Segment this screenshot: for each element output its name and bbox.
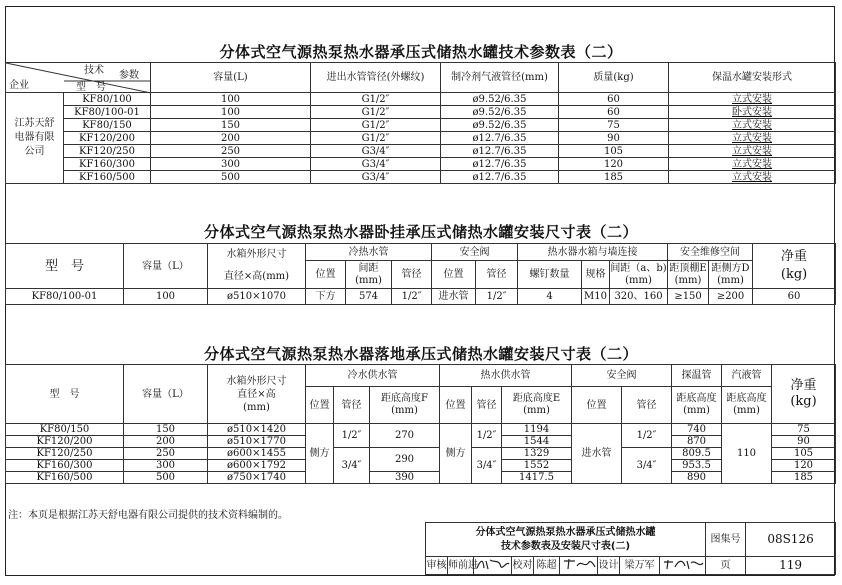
design-label: 设计: [598, 557, 620, 575]
t3-model: KF160/500: [6, 472, 124, 484]
model-cell: KF120/250: [64, 145, 151, 158]
t2-header-safety-valve: 安全阀: [432, 244, 518, 261]
t3-header-cold-supply: 冷水供水管: [306, 365, 440, 387]
t2-spacing: 574: [346, 289, 392, 305]
install-cell: 卧式安装: [669, 106, 836, 119]
t2-header-dimensions: 水箱外形尺寸 直径×高(mm): [208, 244, 306, 289]
t3-sub-vapor-height: 距底高度 (mm): [722, 387, 772, 424]
t3-weight: 75: [772, 424, 836, 436]
model-cell: KF80/100-01: [64, 106, 151, 119]
t2-header-maintenance: 安全维修空间: [668, 244, 753, 261]
model-cell: KF80/150: [64, 119, 151, 132]
t2-dimensions: ø510×1070: [208, 289, 306, 305]
model-cell: KF120/200: [64, 132, 151, 145]
header-param: 参数: [119, 70, 139, 81]
t2-valve-pipe: 1/2″: [476, 289, 518, 305]
t3-hot-pipe-half: 1/2″: [472, 424, 502, 448]
t2-model: KF80/100-01: [6, 289, 124, 305]
install-cell: 立式安装: [669, 119, 836, 132]
pipe-cell: G1/2″: [311, 106, 441, 119]
t3-cold-height-290: 290: [370, 448, 440, 472]
t3-header-safety-valve: 安全阀: [572, 365, 672, 387]
t2-bolts: 4: [518, 289, 582, 305]
t3-sub-cold-pos: 位置: [306, 387, 334, 424]
model-cell: KF80/100: [64, 93, 151, 106]
mass-cell: 60: [559, 106, 669, 119]
install-cell: 立式安装: [669, 93, 836, 106]
page-label: 页: [706, 557, 746, 575]
t3-model: KF160/300: [6, 460, 124, 472]
title-block: [425, 522, 836, 575]
t3-hot-position: 侧方: [440, 424, 472, 484]
table-row: [6, 158, 836, 171]
page-number: 119: [746, 557, 836, 575]
col-mass: 质量(kg): [559, 63, 669, 93]
install-cell: 立式安装: [669, 158, 836, 171]
capacity-cell: 300: [151, 158, 311, 171]
t3-model: KF120/200: [6, 436, 124, 448]
t3-sub-probe-height: 距底高度 (mm): [672, 387, 722, 424]
wall-mount-install-table: [5, 243, 836, 305]
refrigerant-cell: ø12.7/6.35: [441, 145, 559, 158]
t3-cold-position: 侧方: [306, 424, 334, 484]
t3-sub-hot-height: 距底高度E (mm): [502, 387, 572, 424]
pipe-cell: G1/2″: [311, 93, 441, 106]
col-pipe-size: 进出水管管径(外螺纹): [311, 63, 441, 93]
t3-hot-height: 1194: [502, 424, 572, 436]
capacity-cell: 250: [151, 145, 311, 158]
table3-title: 分体式空气源热泵热水器落地承压式储热水罐安装尺寸表（二）: [203, 345, 638, 363]
install-cell: 立式安装: [669, 171, 836, 184]
col-capacity: 容量(L): [151, 63, 311, 93]
t3-weight: 120: [772, 460, 836, 472]
review-label: 审核: [426, 557, 448, 575]
t3-probe-height: 953.5: [672, 460, 722, 472]
t3-dimensions: ø750×1740: [208, 472, 306, 484]
t3-probe-height: 890: [672, 472, 722, 484]
t2-ab: 320、160: [610, 289, 668, 305]
t3-weight: 185: [772, 472, 836, 484]
refrigerant-cell: ø9.52/6.35: [441, 93, 559, 106]
refrigerant-cell: ø9.52/6.35: [441, 106, 559, 119]
refrigerant-cell: ø9.52/6.35: [441, 119, 559, 132]
footnote: 注：本页是根据江苏天舒电器有限公司提供的技术资料编制的。: [8, 510, 288, 521]
t3-cold-height-270: 270: [370, 424, 440, 448]
t2-header-model: 型 号: [6, 244, 124, 289]
t2-capacity: 100: [124, 289, 208, 305]
t3-hot-height: 1417.5: [502, 472, 572, 484]
mass-cell: 105: [559, 145, 669, 158]
t3-probe-height: 870: [672, 436, 722, 448]
reviewer-name: 师前进: [448, 557, 474, 575]
t2-top: ≥150: [668, 289, 709, 305]
designer-signature: [660, 557, 706, 575]
t3-capacity: 200: [124, 436, 208, 448]
model-cell: KF160/500: [64, 171, 151, 184]
t3-model: KF120/250: [6, 448, 124, 460]
mass-cell: 60: [559, 93, 669, 106]
t3-capacity: 150: [124, 424, 208, 436]
refrigerant-cell: ø12.7/6.35: [441, 158, 559, 171]
install-cell: 立式安装: [669, 132, 836, 145]
header-company: 企业: [9, 80, 29, 91]
table-row: [6, 472, 836, 484]
t3-sub-valve-pipe: 管径: [622, 387, 672, 424]
pipe-cell: G3/4″: [311, 158, 441, 171]
t3-probe-height: 809.5: [672, 448, 722, 460]
t3-dimensions: ø510×1770: [208, 436, 306, 448]
t3-header-weight: 净重 (kg): [772, 365, 836, 424]
t3-header-capacity: 容量（L）: [124, 365, 208, 424]
t3-valve-pipe-threeq: 3/4″: [622, 448, 672, 484]
header-tech: 技术: [84, 65, 104, 76]
checker-name: 陈超: [534, 557, 560, 575]
check-label: 校对: [512, 557, 534, 575]
table-row: [6, 119, 836, 132]
designer-name: 梁万军: [620, 557, 660, 575]
atlas-label: 图集号: [706, 523, 746, 557]
atlas-number: 08S126: [746, 523, 836, 557]
t2-spec: M10: [582, 289, 610, 305]
mass-cell: 120: [559, 158, 669, 171]
capacity-cell: 100: [151, 93, 311, 106]
t3-capacity: 250: [124, 448, 208, 460]
t3-hot-pipe-threeq: 3/4″: [472, 448, 502, 484]
t3-sub-cold-pipe: 管径: [334, 387, 370, 424]
t3-cold-pipe-half: 1/2″: [334, 424, 370, 448]
t2-sub-ab: 间距（a、b) (mm): [610, 261, 668, 289]
refrigerant-cell: ø12.7/6.35: [441, 171, 559, 184]
table-row: [6, 448, 836, 460]
t3-sub-valve-pos: 位置: [572, 387, 622, 424]
checker-signature: [560, 557, 598, 575]
t2-sub-spacing: 间距 (mm): [346, 261, 392, 289]
t3-dimensions: ø600×1455: [208, 448, 306, 460]
t3-cold-height-390: 390: [370, 472, 440, 484]
pipe-cell: G1/2″: [311, 119, 441, 132]
t3-hot-height: 1552: [502, 460, 572, 472]
t2-sub-position2: 位置: [432, 261, 476, 289]
t2-sub-bolts: 螺钉数量: [518, 261, 582, 289]
t2-header-weight: 净重 (kg): [753, 244, 836, 289]
refrigerant-cell: ø12.7/6.35: [441, 132, 559, 145]
t3-vapor-height: 110: [722, 424, 772, 484]
t3-sub-hot-pos: 位置: [440, 387, 472, 424]
t3-header-vapor-pipe: 汽液管: [722, 365, 772, 387]
t2-sub-spec: 规格: [582, 261, 610, 289]
col-install-type: 保温水罐安装形式: [669, 63, 836, 93]
t3-header-temp-probe: 探温管: [672, 365, 722, 387]
col-refrigerant-pipe: 制冷剂气液管径(mm): [441, 63, 559, 93]
t2-sub-position: 位置: [306, 261, 346, 289]
t2-sub-pipe2: 管径: [476, 261, 518, 289]
model-cell: KF160/300: [64, 158, 151, 171]
t3-valve-pipe-half: 1/2″: [622, 424, 672, 448]
title-block-title: 分体式空气源热泵热水器承压式储热水罐 技术参数表及安装尺寸表(二): [426, 523, 706, 557]
t3-cold-pipe-threeq: 3/4″: [334, 448, 370, 484]
table2-title: 分体式空气源热泵热水器卧挂承压式储热水罐安装尺寸表（二）: [203, 223, 638, 241]
t2-sub-side: 距侧方D (mm): [709, 261, 753, 289]
pipe-cell: G3/4″: [311, 145, 441, 158]
t2-pipe: 1/2″: [392, 289, 432, 305]
t3-header-model: 型 号: [6, 365, 124, 424]
reviewer-signature: [474, 557, 512, 575]
t2-side: ≥200: [709, 289, 753, 305]
diagonal-header-cell: [6, 63, 151, 93]
t2-sub-pipe: 管径: [392, 261, 432, 289]
t2-sub-top: 距顶棚E (mm): [668, 261, 709, 289]
table-row: [6, 424, 836, 436]
t2-header-capacity: 容量（L）: [124, 244, 208, 289]
header-model: 型 号: [76, 82, 106, 93]
mass-cell: 75: [559, 119, 669, 132]
t3-sub-hot-pipe: 管径: [472, 387, 502, 424]
t3-dimensions: ø510×1420: [208, 424, 306, 436]
t3-header-hot-supply: 热水供水管: [440, 365, 572, 387]
table-row: [6, 106, 836, 119]
table-row: [6, 93, 836, 106]
t2-weight: 60: [753, 289, 836, 305]
install-cell: 立式安装: [669, 145, 836, 158]
t3-capacity: 500: [124, 472, 208, 484]
t3-hot-height: 1329: [502, 448, 572, 460]
t3-capacity: 300: [124, 460, 208, 472]
pipe-cell: G1/2″: [311, 132, 441, 145]
pipe-cell: G3/4″: [311, 171, 441, 184]
t3-weight: 105: [772, 448, 836, 460]
t2-header-wall-connection: 热水器水箱与墙连接: [518, 244, 668, 261]
capacity-cell: 200: [151, 132, 311, 145]
t3-dimensions: ø600×1792: [208, 460, 306, 472]
capacity-cell: 500: [151, 171, 311, 184]
t3-probe-height: 740: [672, 424, 722, 436]
t2-header-cold-hot-pipe: 冷热水管: [306, 244, 432, 261]
t3-header-dimensions: 水箱外形尺寸 直径×高 (mm): [208, 365, 306, 424]
floor-install-table: [5, 364, 836, 484]
t3-valve-position: 进水管: [572, 424, 622, 484]
t3-weight: 90: [772, 436, 836, 448]
table1-title: 分体式空气源热泵热水器承压式储热水罐技术参数表（二）: [219, 43, 623, 61]
table-row: [6, 132, 836, 145]
capacity-cell: 100: [151, 106, 311, 119]
table-row: [6, 171, 836, 184]
company-cell: 江苏天舒 电器有限 公司: [6, 93, 64, 184]
mass-cell: 185: [559, 171, 669, 184]
t3-model: KF80/150: [6, 424, 124, 436]
t2-position: 下方: [306, 289, 346, 305]
capacity-cell: 150: [151, 119, 311, 132]
tech-params-table: [5, 62, 836, 184]
t2-valve-position: 进水管: [432, 289, 476, 305]
t3-hot-height: 1544: [502, 436, 572, 448]
table-row: [6, 145, 836, 158]
t3-sub-cold-height: 距底高度F (mm): [370, 387, 440, 424]
mass-cell: 90: [559, 132, 669, 145]
table-row: [6, 289, 836, 305]
